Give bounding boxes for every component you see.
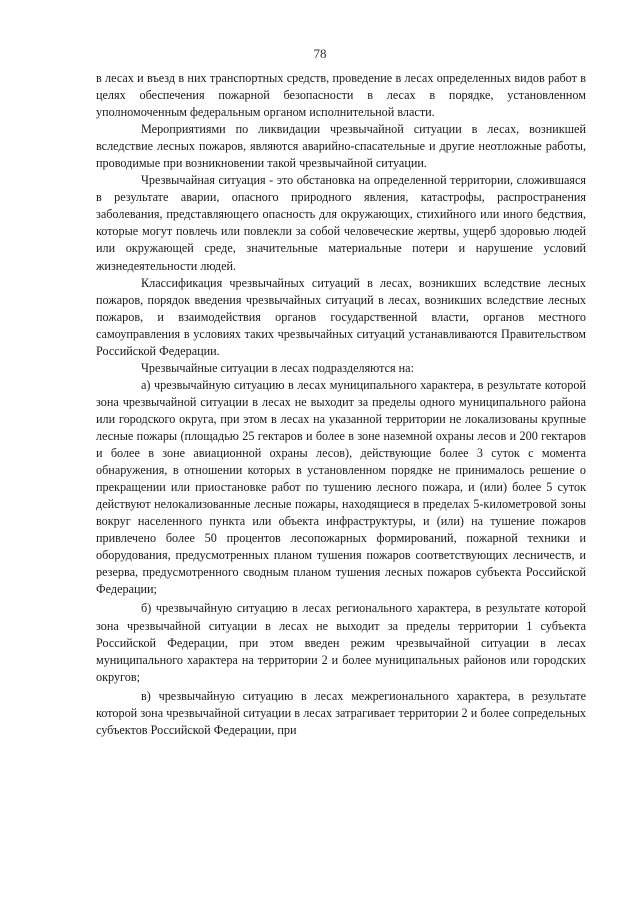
paragraph-2: Мероприятиями по ликвидации чрезвычайной ситуации в лесах, возникшей вследствие лесных пожаров, являются аварийно-спасательные и другие неотложные работы, проводимые при возникновении такой чрезвычайной ситуации. (96, 122, 586, 171)
paragraph-3: Чрезвычайная ситуация - это обстановка на определенной территории, сложившаяся в результате аварии, опасного природного явления, катастрофы, распространения заболевания, представляющего опасность для окружающих, стихийного или иного бедствия, которые могут повлечь или повлекли за собой человеческие жертвы, ущерб здоровью людей или окружающей среде, значительные материальные потери и нарушение условий жизнедеятельности людей. (96, 173, 586, 273)
paragraph-5: Чрезвычайные ситуации в лесах подразделяются на: (141, 360, 414, 375)
paragraph-1: в лесах и въезд в них транспортных средств, проведение в лесах определенных видов работ в целях обеспечения пожарной безопасности в лесах в порядке, установленном уполномоченным федеральным органом исполнительной власти. (96, 71, 586, 120)
document-body (96, 70, 586, 739)
page-number: 78 (313, 46, 327, 61)
paragraph-7: б) чрезвычайную ситуацию в лесах регионального характера, в результате которой зона чрезвычайной ситуации в лесах не выходит за пределы территории 1 субъекта Российской Федерации, при этом введен режим чрезвычайной ситуации в лесах муниципального характера на территории 2 и более муниципальных районов или городских округов; (96, 601, 586, 684)
paragraph-6: а) чрезвычайную ситуацию в лесах муниципального характера, в результате которой зона чрезвычайной ситуации в лесах не выходит за пределы одного муниципального района или городского округа, при этом в лесах на указанной территории не локализованы крупные лесные пожары (площадью 25 гектаров и более в зоне наземной охраны лесов и 200 гектаров и более в зоне авиационной охраны лесов), действующие более 3 суток с момента обнаружения, в отношении которых в установленном порядке не принималось решение о прекращении или приостановке работ по тушению лесного пожара, и (или) более 5 суток действуют нелокализованные лесные пожары, находящиеся в пределах 5-километровой зоны вокруг населенного пункта или объекта инфраструктуры, и (или) на тушение пожаров привлечено более 50 процентов лесопожарных формирований, пожарной техники и оборудования, предусмотренных планом тушения пожаров соответствующих лесничеств, и резерва, предусмотренного сводным планом тушения лесных пожаров субъекта Российской Федерации; (96, 377, 586, 597)
paragraph-8: в) чрезвычайную ситуацию в лесах межрегионального характера, в результате которой зона чрезвычайной ситуации в лесах затрагивает территории 2 и более сопредельных субъектов Российской Федерации, при (96, 688, 586, 737)
paragraph-4: Классификация чрезвычайных ситуаций в лесах, возникших вследствие лесных пожаров, порядок введения чрезвычайных ситуаций в лесах, возникших вследствие лесных пожаров, и взаимодействия органов государственной власти, органов местного самоуправления в условиях таких чрезвычайных ситуаций устанавливаются Правительством Российской Федерации. (96, 275, 586, 358)
